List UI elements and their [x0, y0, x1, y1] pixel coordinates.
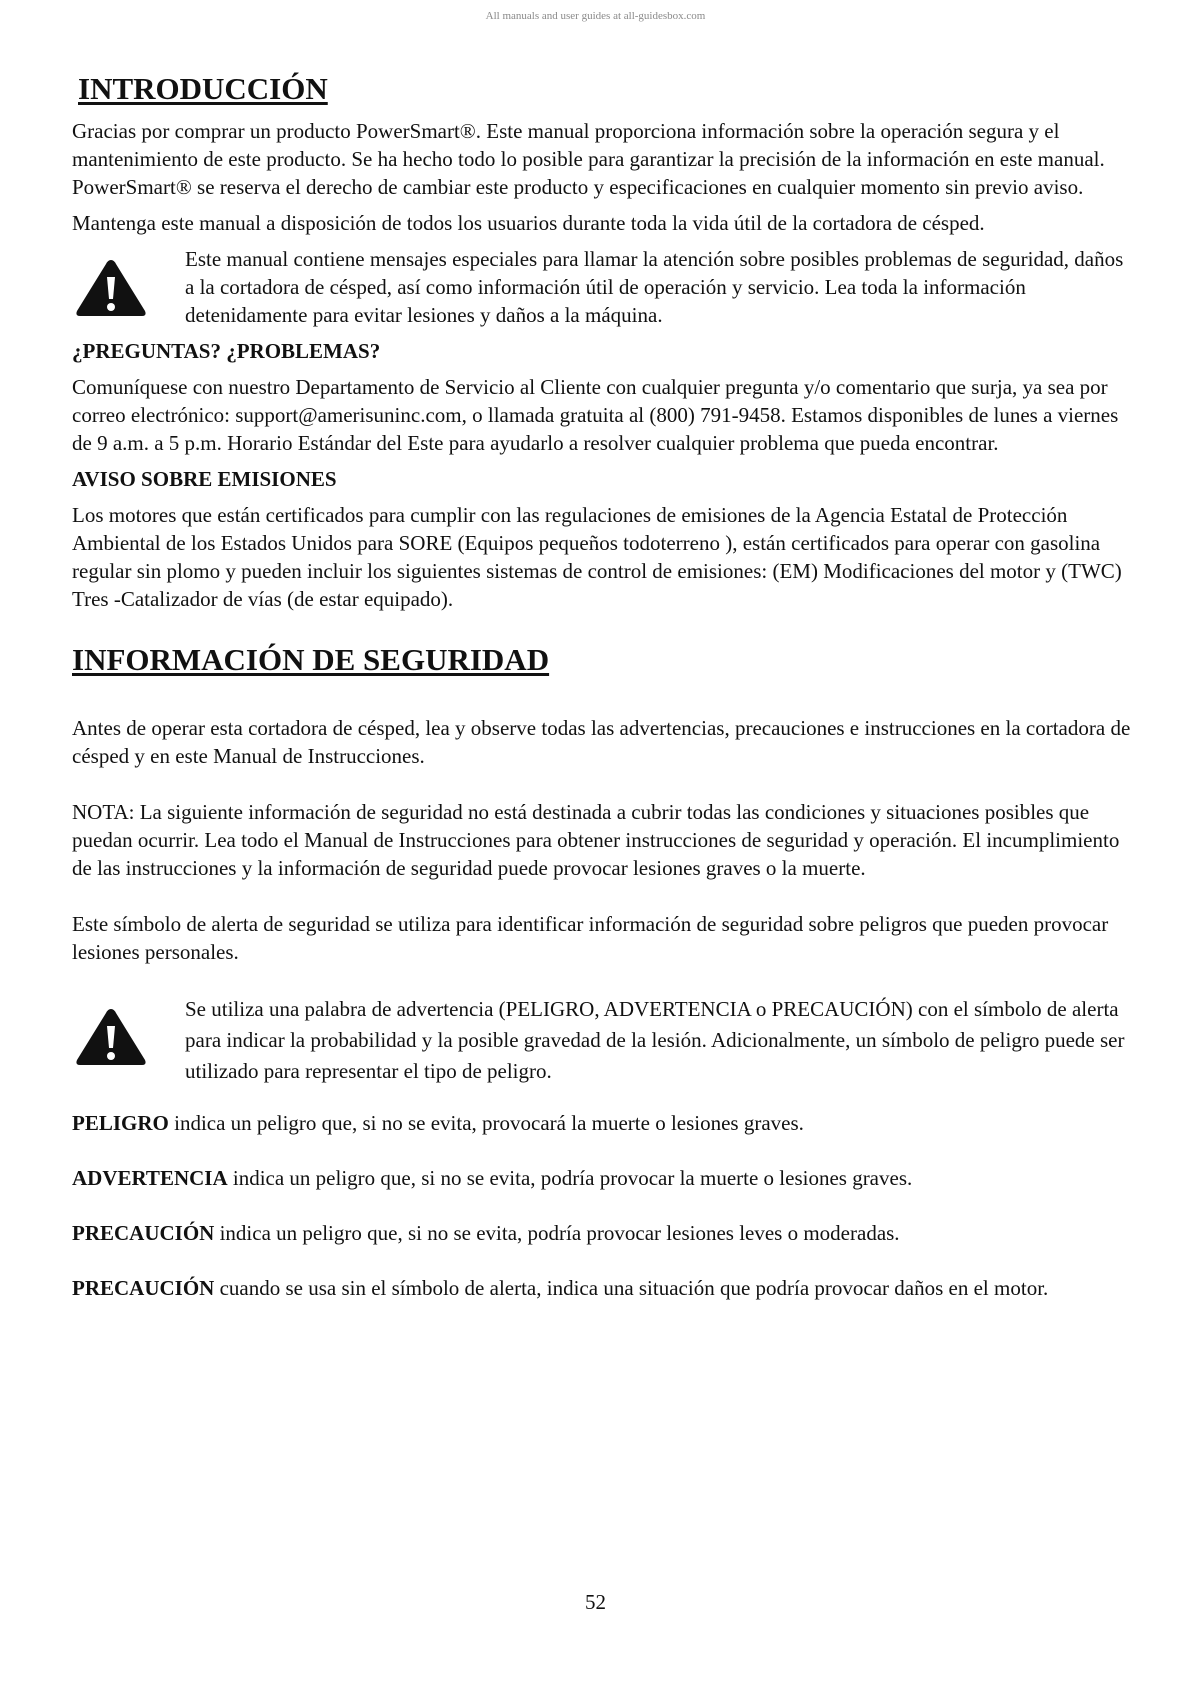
warning-triangle-icon — [72, 245, 185, 319]
intro-paragraph-2: Mantenga este manual a disposición de todos los usuarios durante toda la vida útil de la cortadora de césped. — [72, 211, 985, 236]
definition-text: indica un peligro que, si no se evita, podría provocar la muerte o lesiones graves. — [227, 1166, 913, 1191]
definition-text: cuando se usa sin el símbolo de alerta, indica una situación que podría provocar daños en el motor. — [214, 1276, 1049, 1301]
definition-precaucion-no-symbol — [72, 1274, 1132, 1302]
safety-warning — [72, 994, 1132, 1087]
page-number: 52 — [585, 1590, 606, 1614]
intro-title: INTRODUCCIÓN — [78, 71, 328, 106]
definition-peligro — [72, 1109, 1132, 1137]
definition-term: PRECAUCIÓN — [72, 1276, 215, 1301]
intro-warning-text: Este manual contiene mensajes especiales para llamar la atención sobre posibles problemas de seguridad, daños a la cortadora de césped, así como información útil de operación y servicio. Lea toda la información detenidamente para evitar lesiones y daños a la máquina. — [185, 247, 1124, 328]
watermark: All manuals and user guides at all-guidesbox.com — [485, 10, 706, 22]
safety-paragraph-3: Este símbolo de alerta de seguridad se utiliza para identificar información de seguridad sobre peligros que pueden provocar lesiones personales. — [72, 912, 1109, 965]
intro-warning — [72, 245, 1132, 329]
definition-term: PELIGRO — [72, 1111, 169, 1136]
definition-precaucion — [72, 1219, 1132, 1247]
emissions-heading: AVISO SOBRE EMISIONES — [72, 467, 337, 492]
safety-note: NOTA: La siguiente información de seguridad no está destinada a cubrir todas las condiciones y situaciones posibles que puedan ocurrir. Lea todo el Manual de Instrucciones para obtener instrucciones de seguridad y operación. El incumplimiento de las instrucciones y la información de seguridad puede provocar lesiones graves o la muerte. — [72, 800, 1120, 881]
definition-text: indica un peligro que, si no se evita, provocará la muerte o lesiones graves. — [168, 1111, 804, 1136]
intro-paragraph-1: Gracias por comprar un producto PowerSmart®. Este manual proporciona información sobre la operación segura y el mantenimiento de este producto. Se ha hecho todo lo posible para garantizar la precisión de la información en este manual. PowerSmart® se reserva el derecho de cambiar este producto y especificaciones en cualquier momento sin previo aviso. — [72, 119, 1105, 200]
questions-text: Comuníquese con nuestro Departamento de Servicio al Cliente con cualquier pregunta y/o comentario que surja, ya sea por correo electrónico: support@amerisuninc.com, o llamada gratuita al (800) 791-9458. Estamos disponibles de lunes a viernes de 9 a.m. a 5 p.m. Horario Estándar del Este para ayudarlo a resolver cualquier problema que pueda encontrar. — [72, 375, 1119, 456]
safety-paragraph-1: Antes de operar esta cortadora de césped, lea y observe todas las advertencias, precauciones e instrucciones en la cortadora de césped y en este Manual de Instrucciones. — [72, 716, 1131, 769]
page-content — [72, 70, 1132, 1329]
emissions-text: Los motores que están certificados para cumplir con las regulaciones de emisiones de la Agencia Estatal de Protección Ambiental de los Estados Unidos para SORE (Equipos pequeños todoterreno ), están certificados para operar con gasolina regular sin plomo y pueden incluir los siguientes sistemas de control de emisiones: (EM) Modificaciones del motor y (TWC) Tres -Catalizador de vías (de estar equipado). — [72, 503, 1122, 612]
warning-triangle-icon — [72, 994, 185, 1068]
definition-text: indica un peligro que, si no se evita, podría provocar lesiones leves o moderadas. — [214, 1221, 900, 1246]
safety-title: INFORMACIÓN DE SEGURIDAD — [72, 642, 550, 678]
safety-warning-text: Se utiliza una palabra de advertencia (PELIGRO, ADVERTENCIA o PRECAUCIÓN) con el símbolo de alerta para indicar la probabilidad y la posible gravedad de la lesión. Adicionalmente, un símbolo de peligro puede ser utilizado para representar el tipo de peligro. — [185, 997, 1125, 1084]
definition-term: PRECAUCIÓN — [72, 1221, 215, 1246]
definition-advertencia — [72, 1164, 1132, 1192]
signal-word-definitions — [72, 1109, 1132, 1302]
questions-heading: ¿PREGUNTAS? ¿PROBLEMAS? — [72, 339, 381, 364]
definition-term: ADVERTENCIA — [72, 1166, 228, 1191]
